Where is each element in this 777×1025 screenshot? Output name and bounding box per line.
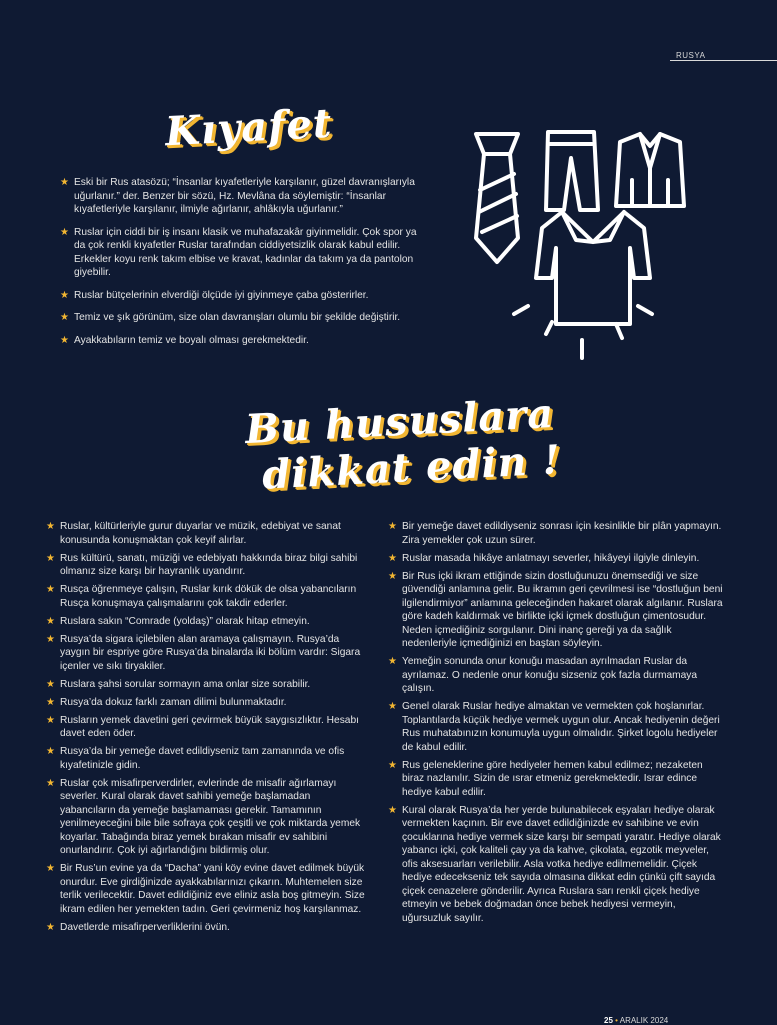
star-bullet-icon: ★ (46, 633, 55, 645)
star-bullet-icon: ★ (60, 334, 69, 346)
list-item (46, 745, 368, 772)
star-bullet-icon: ★ (388, 521, 397, 532)
star-bullet-icon: ★ (388, 552, 397, 564)
list-item (60, 176, 420, 217)
list-item (388, 804, 724, 926)
star-bullet-icon: ★ (60, 312, 69, 323)
attention-title-line1: Bu hususlara (243, 389, 556, 454)
list-item (388, 700, 724, 754)
star-bullet-icon: ★ (388, 759, 397, 771)
clothing-list (60, 176, 420, 356)
list-item (388, 552, 724, 566)
list-item-text: Yemeğin sonunda onur konuğu masadan ayrılmadan Ruslar da ayrılamaz. O nedenle onur konuğu sizseniz çok fazla durmamaya çalışın. (402, 656, 698, 694)
attention-title-line2: dikkat edin ! (260, 436, 563, 499)
star-bullet-icon: ★ (46, 552, 55, 564)
star-bullet-icon: ★ (46, 584, 55, 595)
star-bullet-icon: ★ (46, 696, 55, 708)
star-bullet-icon: ★ (46, 615, 55, 627)
list-item-text: Rusya’da sigara içilebilen alan aramaya çalışmayın. Rusya’da yaygın bir espriye göre Rusya’da binalarda iki bölüm vardır: Sigara içenler ve sıkı tiryakiler. (60, 633, 361, 672)
list-item-text: Rusya’da bir yemeğe davet edildiyseniz tam zamanında ve ofis kıyafetinizle gidin. (60, 746, 345, 771)
list-item-text: Eski bir Rus atasözü; “İnsanlar kıyafetleriyle karşılanır, güzel davranışlarıyla uğurlanır.” der. Benzer bir sözü, Hz. Mevlâna da söylemiştir: “İnsanlar kıyafetleriyle karşılanır, ilmiyle ağırlanır, ahlâkıyla uğurlanır.” (74, 177, 415, 215)
star-bullet-icon: ★ (60, 177, 69, 188)
star-bullet-icon: ★ (46, 521, 55, 532)
list-item-text: Kural olarak Rusya’da her yerde bulunabilecek eşyaları hediye olarak vermekten kaçının. Bir eve davet edildiğinizde ev sahibine ve evin çocuklarına hediye vermek size karşı bir sempati yaratır. Hediye olarak yabancı içki, çok kaliteli çay ya da kahve, çikolata, egzotik meyveler, ofis aksesuarları verilebilir. Asla votka hediye edilmemelidir. Çiçek hediye edecekseniz tek sayıda olmasına dikkat edin çünkü çift sayıda çiçek cenazelere gönderilir. Ayrıca Ruslara sarı renkli çiçek hediye etmeyin ve bebek doğmadan önce bebek hediyesi vermeyin, uğursuzluk sayılır. (402, 804, 721, 924)
list-item-text: Rus geleneklerine göre hediyeler hemen kabul edilmez; nezaketen biraz nazlanılır. Sizin de ısrar etmeniz gerekmektedir. Israr edince hediye kabul edilir. (402, 759, 703, 798)
list-item (46, 633, 368, 674)
list-item (46, 678, 368, 692)
jacket-icon (616, 134, 684, 206)
list-item (46, 714, 368, 741)
star-bullet-icon: ★ (46, 678, 55, 690)
list-item (46, 777, 368, 858)
list-item-text: Bir Rus’un evine ya da “Dacha” yani köy evine davet edilmek büyük onurdur. Eve girdiğinizde ayakkabılarınızı çıkarın. Muhtemelen size terlik verilecektir. Davet edildiğiniz eve eliniz asla boş gitmeyin. Size ikram edilen her yemekten tadın. Geri çevirmeniz hoş karşılanmaz. (60, 863, 365, 915)
list-item-text: Ruslar bütçelerinin elverdiği ölçüde iyi giyinmeye çaba gösterirler. (74, 289, 369, 301)
list-item-text: Genel olarak Ruslar hediye almaktan ve vermekten çok hoşlanırlar. Toplantılarda küçük hediye vermek uygun olur. Ancak hediyenin değeri Rus muhatabınızın konumuyla uygun olmalıdır. Şirket logolu hediyeler de kabul edilir. (402, 701, 720, 753)
list-item-text: Ruslara şahsi sorular sormayın ama onlar size sorabilir. (60, 678, 311, 690)
list-item-text: Davetlerde misafirperverliklerini övün. (60, 921, 230, 933)
star-bullet-icon: ★ (388, 656, 397, 667)
list-item (60, 311, 420, 325)
list-item (60, 226, 420, 280)
list-item (46, 921, 368, 935)
list-item-text: Ayakkabıların temiz ve boyalı olması gerekmektedir. (74, 334, 309, 346)
page-number: 25 (604, 1016, 613, 1025)
list-item (46, 520, 368, 547)
star-bullet-icon: ★ (388, 570, 397, 582)
trousers-icon (546, 132, 598, 210)
star-bullet-icon: ★ (388, 701, 397, 712)
star-bullet-icon: ★ (46, 863, 55, 874)
star-bullet-icon: ★ (46, 746, 55, 757)
star-bullet-icon: ★ (46, 714, 55, 726)
star-bullet-icon: ★ (60, 289, 69, 301)
list-item-text: Ruslar, kültürleriyle gurur duyarlar ve müzik, edebiyat ve sanat konusunda konuşmaktan çok keyif alırlar. (60, 521, 341, 546)
list-item-text: Bir Rus içki ikram ettiğinde sizin dostluğunuzu önemsediği ve size güvendiği anlamına gelir. Bu ikramın geri çevrilmesi ise “dostluğun beni ilgilendirmiyor” anlamına geleceğinden hakaret olarak algılanır. Ruslara göre kadeh kaldırmak ve birlikte içki içmek dostluğun çimentosudur. Neden içmediğiniz sorgulanır. Dini inanç gereği ya da sağlık nedenleriyle içmediğinizi en baştan söyleyin. (402, 570, 723, 649)
list-item (388, 570, 724, 651)
list-item (46, 615, 368, 629)
list-item (46, 583, 368, 610)
list-item (388, 655, 724, 696)
attention-list-right (388, 520, 724, 930)
section-divider (670, 60, 777, 61)
tie-icon (476, 134, 518, 262)
list-item (388, 520, 724, 547)
list-item (46, 696, 368, 710)
list-item (388, 759, 724, 800)
star-bullet-icon: ★ (46, 777, 55, 789)
list-item (46, 552, 368, 579)
list-item-text: Temiz ve şık görünüm, size olan davranışları olumlu bir şekilde değiştirir. (74, 312, 401, 323)
list-item-text: Rusların yemek davetini geri çevirmek büyük saygısızlıktır. Hesabı davet eden öder. (60, 714, 359, 739)
footer-separator: • (615, 1016, 618, 1025)
list-item-text: Rus kültürü, sanatı, müziği ve edebiyatı hakkında biraz bilgi sahibi olmanız size karşı bir hayranlık uyandırır. (60, 552, 358, 577)
list-item-text: Bir yemeğe davet edildiyseniz sonrası için kesinlikle bir plân yapmayın. Zira yemekler çok uzun sürer. (402, 521, 722, 546)
list-item (60, 289, 420, 303)
list-item-text: Rusya’da dokuz farklı zaman dilimi bulunmaktadır. (60, 696, 287, 708)
star-bullet-icon: ★ (46, 921, 55, 933)
star-bullet-icon: ★ (60, 226, 69, 238)
star-bullet-icon: ★ (388, 804, 397, 816)
section-label: RUSYA (676, 51, 706, 60)
list-item-text: Ruslar çok misafirperverdirler, evlerinde de misafir ağırlamayı severler. Kural olarak davet sahibi yemeğe başlamadan yabancıların da yemeğe başlamaması gerekir. Tamamının yenilmeyeceğini bile bile sofraya çok çeşitli ve çok miktarda yemek koyarlar. Tabağında biraz yemek bırakan misafir ev sahibini onurlandırır. Çok iyi ağırlandığını bildirmiş olur. (60, 777, 361, 856)
shirt-icon (536, 212, 650, 324)
list-item-text: Ruslar için ciddi bir iş insanı klasik ve muhafazakâr giyinmelidir. Çok spor ya da çok renkli kıyafetler Ruslar tarafından ciddiyetsizlik olarak kabul edilir. Erkekler koyu renk takım elbise ve kravat, kadınlar da takım ya da pantolon giyebilir. (74, 226, 417, 278)
list-item-text: Rusça öğrenmeye çalışın, Ruslar kırık dökük de olsa yabancıların Rusça konuşmaya çalışmalarını çok takdir ederler. (60, 584, 357, 609)
list-item-text: Ruslar masada hikâye anlatmayı severler, hikâyeyi ilgiyle dinleyin. (402, 552, 700, 564)
clothing-title: Kıyafet (163, 99, 334, 156)
list-item (60, 334, 420, 348)
list-item (46, 862, 368, 916)
attention-list-left (46, 520, 368, 939)
issue-date: ARALIK 2024 (619, 1016, 669, 1025)
clothing-illustration (470, 128, 690, 363)
list-item-text: Ruslara sakın “Comrade (yoldaş)” olarak hitap etmeyin. (60, 615, 310, 627)
